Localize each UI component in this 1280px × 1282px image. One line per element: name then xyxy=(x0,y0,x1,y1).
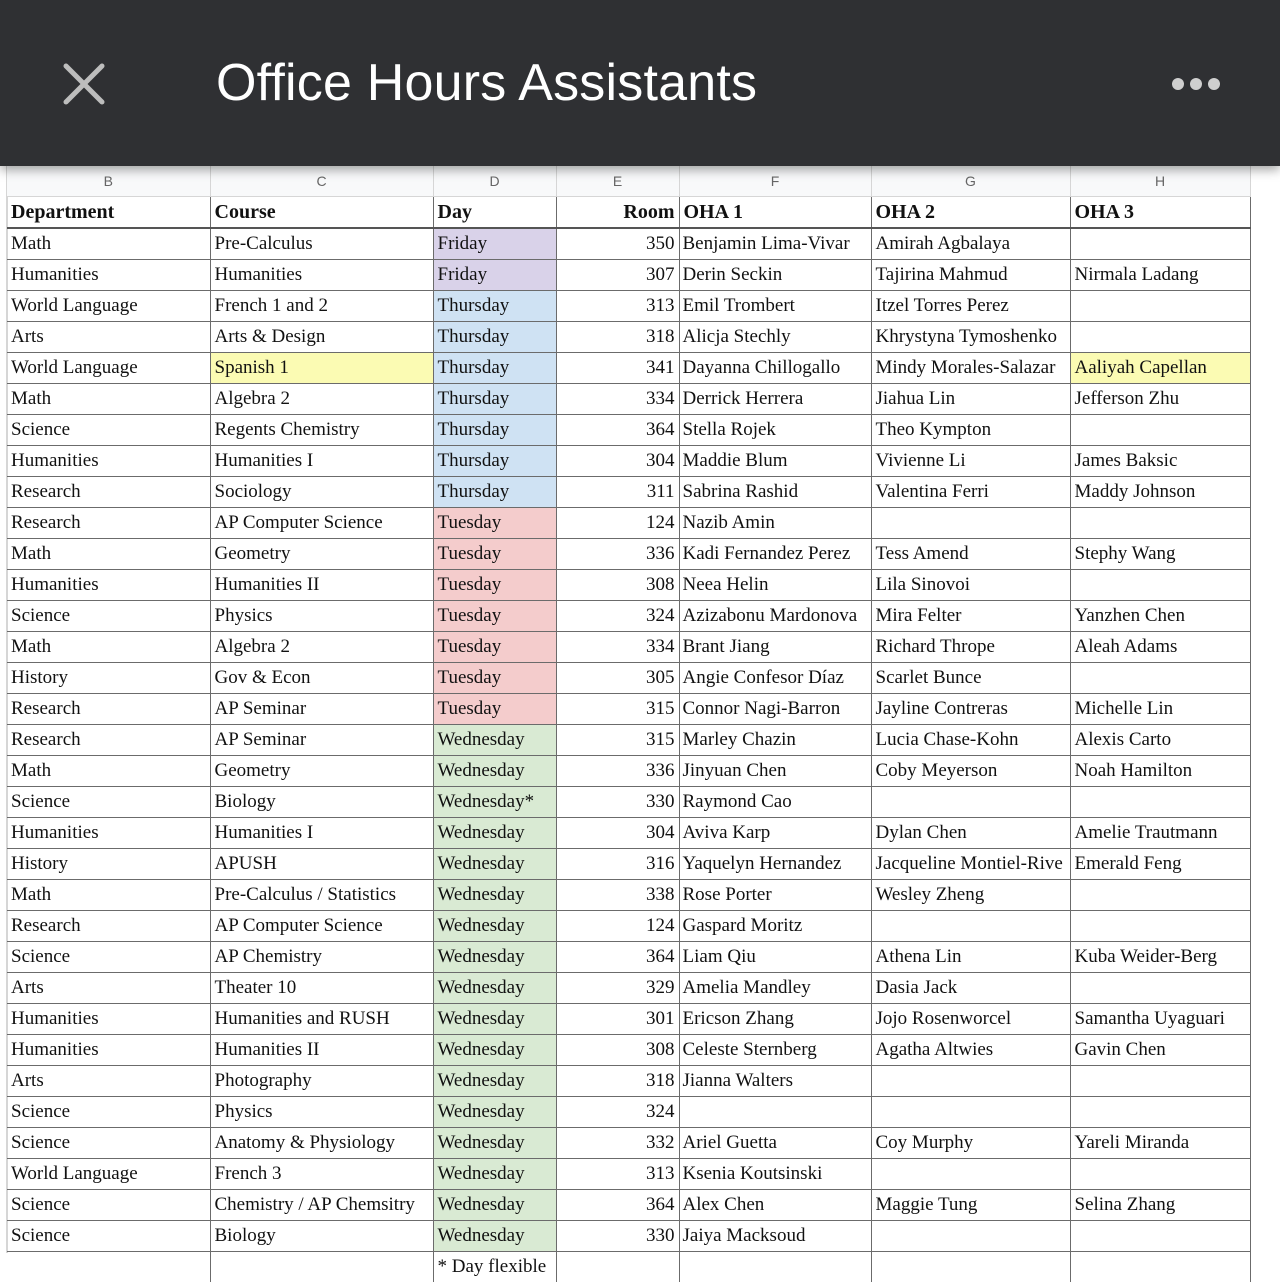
table-row xyxy=(7,1221,1250,1252)
oha2-cell[interactable] xyxy=(871,911,1070,942)
department-cell[interactable]: Math xyxy=(7,632,210,663)
day-cell[interactable]: Wednesday xyxy=(433,1097,556,1128)
department-cell[interactable]: Math xyxy=(7,539,210,570)
department-cell[interactable]: World Language xyxy=(7,1159,210,1190)
course-cell[interactable]: Photography xyxy=(210,1066,433,1097)
oha3-cell[interactable]: Gavin Chen xyxy=(1070,1035,1250,1066)
room-cell[interactable]: 124 xyxy=(556,508,679,539)
day-cell[interactable]: Thursday xyxy=(433,446,556,477)
oha3-cell[interactable]: Yareli Miranda xyxy=(1070,1128,1250,1159)
day-cell[interactable]: Tuesday xyxy=(433,508,556,539)
oha3-cell[interactable]: Kuba Weider-Berg xyxy=(1070,942,1250,973)
table-row xyxy=(7,415,1250,446)
table-row xyxy=(7,508,1250,539)
day-cell[interactable]: Wednesday xyxy=(433,942,556,973)
oha1-cell[interactable]: Aviva Karp xyxy=(679,818,871,849)
room-cell[interactable]: 301 xyxy=(556,1004,679,1035)
column-header-c[interactable]: C xyxy=(210,166,433,197)
day-cell[interactable]: Wednesday xyxy=(433,911,556,942)
oha1-cell[interactable]: Alicja Stechly xyxy=(679,322,871,353)
course-cell[interactable]: French 1 and 2 xyxy=(210,291,433,322)
oha2-cell[interactable]: Tajirina Mahmud xyxy=(871,260,1070,291)
empty-cell[interactable] xyxy=(1070,1252,1250,1282)
oha1-cell[interactable] xyxy=(679,1097,871,1128)
course-cell[interactable]: Physics xyxy=(210,1097,433,1128)
day-cell[interactable]: Thursday xyxy=(433,477,556,508)
day-cell[interactable]: Wednesday xyxy=(433,1221,556,1252)
room-cell[interactable]: 318 xyxy=(556,1066,679,1097)
oha3-cell[interactable]: Noah Hamilton xyxy=(1070,756,1250,787)
header-oha1[interactable]: OHA 1 xyxy=(679,197,871,229)
day-cell[interactable]: Wednesday xyxy=(433,818,556,849)
oha3-cell[interactable]: Amelie Trautmann xyxy=(1070,818,1250,849)
column-header-b[interactable]: B xyxy=(7,166,210,197)
department-cell[interactable]: Research xyxy=(7,911,210,942)
close-button[interactable] xyxy=(58,58,110,110)
table-row xyxy=(7,446,1250,477)
oha1-cell[interactable]: Gaspard Moritz xyxy=(679,911,871,942)
column-header-g[interactable]: G xyxy=(871,166,1070,197)
room-cell[interactable]: 313 xyxy=(556,291,679,322)
room-cell[interactable]: 316 xyxy=(556,849,679,880)
oha1-cell[interactable]: Celeste Sternberg xyxy=(679,1035,871,1066)
table-row xyxy=(7,1128,1250,1159)
room-cell[interactable]: 364 xyxy=(556,1190,679,1221)
department-cell[interactable]: History xyxy=(7,663,210,694)
course-cell[interactable]: Pre-Calculus / Statistics xyxy=(210,880,433,911)
day-cell[interactable]: Thursday xyxy=(433,322,556,353)
table-row xyxy=(7,725,1250,756)
oha2-cell[interactable]: Lucia Chase-Kohn xyxy=(871,725,1070,756)
table-row xyxy=(7,228,1250,260)
oha2-cell[interactable]: Wesley Zheng xyxy=(871,880,1070,911)
oha3-cell[interactable]: Alexis Carto xyxy=(1070,725,1250,756)
oha2-cell[interactable]: Itzel Torres Perez xyxy=(871,291,1070,322)
oha1-cell[interactable]: Ariel Guetta xyxy=(679,1128,871,1159)
day-cell[interactable]: Wednesday xyxy=(433,1066,556,1097)
oha2-cell[interactable]: Dasia Jack xyxy=(871,973,1070,1004)
room-cell[interactable]: 334 xyxy=(556,632,679,663)
course-cell[interactable]: Arts & Design xyxy=(210,322,433,353)
oha2-cell[interactable]: Lila Sinovoi xyxy=(871,570,1070,601)
department-cell[interactable]: Humanities xyxy=(7,260,210,291)
course-cell[interactable]: French 3 xyxy=(210,1159,433,1190)
empty-cell[interactable] xyxy=(7,1252,210,1282)
room-cell[interactable]: 124 xyxy=(556,911,679,942)
table-row xyxy=(7,1190,1250,1221)
day-cell[interactable]: Thursday xyxy=(433,353,556,384)
room-cell[interactable]: 304 xyxy=(556,446,679,477)
oha3-cell[interactable]: Jefferson Zhu xyxy=(1070,384,1250,415)
oha3-cell[interactable] xyxy=(1070,570,1250,601)
header-department[interactable]: Department xyxy=(7,197,210,229)
day-cell[interactable]: Tuesday xyxy=(433,632,556,663)
day-cell[interactable]: Thursday xyxy=(433,291,556,322)
footnote[interactable]: * Day flexible xyxy=(433,1252,556,1282)
course-cell[interactable]: Physics xyxy=(210,601,433,632)
course-cell[interactable]: APUSH xyxy=(210,849,433,880)
course-cell[interactable]: AP Seminar xyxy=(210,694,433,725)
day-cell[interactable]: Friday xyxy=(433,260,556,291)
oha3-cell[interactable]: Aaliyah Capellan xyxy=(1070,353,1250,384)
oha1-cell[interactable]: Azizabonu Mardonova xyxy=(679,601,871,632)
table-row xyxy=(7,260,1250,291)
oha3-cell[interactable] xyxy=(1070,322,1250,353)
department-cell[interactable]: Science xyxy=(7,415,210,446)
oha3-cell[interactable]: Samantha Uyaguari xyxy=(1070,1004,1250,1035)
oha2-cell[interactable]: Scarlet Bunce xyxy=(871,663,1070,694)
oha2-cell[interactable] xyxy=(871,1159,1070,1190)
table-row xyxy=(7,663,1250,694)
oha1-cell[interactable]: Amelia Mandley xyxy=(679,973,871,1004)
department-cell[interactable]: Humanities xyxy=(7,570,210,601)
oha2-cell[interactable]: Agatha Altwies xyxy=(871,1035,1070,1066)
oha2-cell[interactable]: Vivienne Li xyxy=(871,446,1070,477)
course-cell[interactable]: Humanities xyxy=(210,260,433,291)
course-cell[interactable]: AP Seminar xyxy=(210,725,433,756)
course-cell[interactable]: Chemistry / AP Chemsitry xyxy=(210,1190,433,1221)
room-cell[interactable]: 318 xyxy=(556,322,679,353)
oha3-cell[interactable] xyxy=(1070,1066,1250,1097)
department-cell[interactable]: Science xyxy=(7,787,210,818)
day-cell[interactable]: Wednesday xyxy=(433,1128,556,1159)
oha1-cell[interactable]: Stella Rojek xyxy=(679,415,871,446)
oha1-cell[interactable]: Jaiya Macksoud xyxy=(679,1221,871,1252)
oha3-cell[interactable] xyxy=(1070,880,1250,911)
oha3-cell[interactable]: Selina Zhang xyxy=(1070,1190,1250,1221)
course-cell[interactable]: Humanities I xyxy=(210,446,433,477)
column-header-d[interactable]: D xyxy=(433,166,556,197)
header-day[interactable]: Day xyxy=(433,197,556,229)
table-row xyxy=(7,694,1250,725)
department-cell[interactable]: Science xyxy=(7,942,210,973)
oha3-cell[interactable] xyxy=(1070,1097,1250,1128)
day-cell[interactable]: Thursday xyxy=(433,415,556,446)
oha2-cell[interactable]: Jojo Rosenworcel xyxy=(871,1004,1070,1035)
oha3-cell[interactable] xyxy=(1070,787,1250,818)
room-cell[interactable]: 338 xyxy=(556,880,679,911)
department-cell[interactable]: Math xyxy=(7,228,210,260)
oha3-cell[interactable] xyxy=(1070,508,1250,539)
oha1-cell[interactable]: Derin Seckin xyxy=(679,260,871,291)
oha2-cell[interactable]: Mindy Morales-Salazar xyxy=(871,353,1070,384)
close-icon xyxy=(58,58,110,110)
oha2-cell[interactable]: Maggie Tung xyxy=(871,1190,1070,1221)
day-cell[interactable]: Wednesday xyxy=(433,1004,556,1035)
department-cell[interactable]: Math xyxy=(7,384,210,415)
table-row xyxy=(7,787,1250,818)
day-cell[interactable]: Tuesday xyxy=(433,539,556,570)
room-cell[interactable]: 315 xyxy=(556,725,679,756)
oha3-cell[interactable]: Aleah Adams xyxy=(1070,632,1250,663)
oha1-cell[interactable]: Connor Nagi-Barron xyxy=(679,694,871,725)
department-cell[interactable]: Science xyxy=(7,1097,210,1128)
day-cell[interactable]: Wednesday xyxy=(433,1035,556,1066)
oha1-cell[interactable]: Brant Jiang xyxy=(679,632,871,663)
day-cell[interactable]: Tuesday xyxy=(433,601,556,632)
header-room[interactable]: Room xyxy=(556,197,679,229)
course-cell[interactable]: Regents Chemistry xyxy=(210,415,433,446)
room-cell[interactable]: 336 xyxy=(556,756,679,787)
room-cell[interactable]: 330 xyxy=(556,787,679,818)
course-cell[interactable]: AP Computer Science xyxy=(210,911,433,942)
oha3-cell[interactable]: James Baksic xyxy=(1070,446,1250,477)
oha1-cell[interactable]: Rose Porter xyxy=(679,880,871,911)
room-cell[interactable]: 324 xyxy=(556,601,679,632)
table-row xyxy=(7,849,1250,880)
oha2-cell[interactable] xyxy=(871,1097,1070,1128)
department-cell[interactable]: Arts xyxy=(7,973,210,1004)
oha2-cell[interactable]: Coby Meyerson xyxy=(871,756,1070,787)
department-cell[interactable]: Humanities xyxy=(7,1035,210,1066)
room-cell[interactable]: 315 xyxy=(556,694,679,725)
department-cell[interactable]: Math xyxy=(7,756,210,787)
course-cell[interactable]: Biology xyxy=(210,1221,433,1252)
course-cell[interactable]: Algebra 2 xyxy=(210,384,433,415)
oha1-cell[interactable]: Jianna Walters xyxy=(679,1066,871,1097)
oha2-cell[interactable]: Amirah Agbalaya xyxy=(871,228,1070,260)
course-cell[interactable]: Biology xyxy=(210,787,433,818)
room-cell[interactable]: 341 xyxy=(556,353,679,384)
department-cell[interactable]: World Language xyxy=(7,291,210,322)
table-row xyxy=(7,1066,1250,1097)
table-row xyxy=(7,632,1250,663)
oha1-cell[interactable]: Kadi Fernandez Perez xyxy=(679,539,871,570)
oha1-cell[interactable]: Dayanna Chillogallo xyxy=(679,353,871,384)
department-cell[interactable]: Science xyxy=(7,1190,210,1221)
table-row xyxy=(7,601,1250,632)
field-header-row xyxy=(7,197,1250,229)
table-row xyxy=(7,353,1250,384)
oha3-cell[interactable]: Michelle Lin xyxy=(1070,694,1250,725)
day-cell[interactable]: Tuesday xyxy=(433,663,556,694)
course-cell[interactable]: AP Computer Science xyxy=(210,508,433,539)
department-cell[interactable]: Research xyxy=(7,725,210,756)
oha2-cell[interactable]: Richard Thrope xyxy=(871,632,1070,663)
oha1-cell[interactable]: Ericson Zhang xyxy=(679,1004,871,1035)
table-row xyxy=(7,384,1250,415)
oha3-cell[interactable] xyxy=(1070,911,1250,942)
oha1-cell[interactable]: Angie Confesor Díaz xyxy=(679,663,871,694)
table-row xyxy=(7,756,1250,787)
room-cell[interactable]: 329 xyxy=(556,973,679,1004)
oha3-cell[interactable] xyxy=(1070,1221,1250,1252)
room-cell[interactable]: 336 xyxy=(556,539,679,570)
room-cell[interactable]: 305 xyxy=(556,663,679,694)
course-cell[interactable]: Geometry xyxy=(210,539,433,570)
table-body xyxy=(7,228,1250,1252)
course-cell[interactable]: Gov & Econ xyxy=(210,663,433,694)
oha1-cell[interactable]: Ksenia Koutsinski xyxy=(679,1159,871,1190)
oha1-cell[interactable]: Marley Chazin xyxy=(679,725,871,756)
data-table xyxy=(7,166,1251,1282)
day-cell[interactable]: Wednesday xyxy=(433,756,556,787)
empty-cell[interactable] xyxy=(556,1252,679,1282)
oha1-cell[interactable]: Derrick Herrera xyxy=(679,384,871,415)
day-cell[interactable]: Tuesday xyxy=(433,694,556,725)
oha3-cell[interactable]: Yanzhen Chen xyxy=(1070,601,1250,632)
oha2-cell[interactable]: Athena Lin xyxy=(871,942,1070,973)
table-row xyxy=(7,539,1250,570)
table-row xyxy=(7,942,1250,973)
course-cell[interactable]: AP Chemistry xyxy=(210,942,433,973)
table-row xyxy=(7,1035,1250,1066)
oha2-cell[interactable]: Jacqueline Montiel-Rive xyxy=(871,849,1070,880)
table-row xyxy=(7,477,1250,508)
oha1-cell[interactable]: Benjamin Lima-Vivar xyxy=(679,228,871,260)
oha3-cell[interactable]: Maddy Johnson xyxy=(1070,477,1250,508)
oha1-cell[interactable]: Liam Qiu xyxy=(679,942,871,973)
more-options-button[interactable] xyxy=(1168,68,1224,100)
header-oha2[interactable]: OHA 2 xyxy=(871,197,1070,229)
course-cell[interactable]: Geometry xyxy=(210,756,433,787)
course-cell[interactable]: Pre-Calculus xyxy=(210,228,433,260)
empty-cell[interactable] xyxy=(871,1252,1070,1282)
table-row xyxy=(7,880,1250,911)
page-title: Office Hours Assistants xyxy=(216,52,757,114)
oha3-cell[interactable] xyxy=(1070,291,1250,322)
oha3-cell[interactable] xyxy=(1070,973,1250,1004)
header-oha3[interactable]: OHA 3 xyxy=(1070,197,1250,229)
column-header-f[interactable]: F xyxy=(679,166,871,197)
room-cell[interactable]: 304 xyxy=(556,818,679,849)
day-cell[interactable]: Friday xyxy=(433,228,556,260)
app-bar xyxy=(0,0,1280,166)
course-cell[interactable]: Spanish 1 xyxy=(210,353,433,384)
room-cell[interactable]: 332 xyxy=(556,1128,679,1159)
room-cell[interactable]: 311 xyxy=(556,477,679,508)
department-cell[interactable]: Science xyxy=(7,1221,210,1252)
empty-cell[interactable] xyxy=(210,1252,433,1282)
course-cell[interactable]: Humanities II xyxy=(210,570,433,601)
table-row xyxy=(7,1097,1250,1128)
room-cell[interactable]: 350 xyxy=(556,228,679,260)
table-row xyxy=(7,1159,1250,1190)
day-cell[interactable]: Wednesday xyxy=(433,849,556,880)
room-cell[interactable]: 308 xyxy=(556,1035,679,1066)
oha2-cell[interactable]: Jayline Contreras xyxy=(871,694,1070,725)
department-cell[interactable]: Research xyxy=(7,477,210,508)
department-cell[interactable]: Humanities xyxy=(7,446,210,477)
oha1-cell[interactable]: Emil Trombert xyxy=(679,291,871,322)
department-cell[interactable]: Science xyxy=(7,1128,210,1159)
oha2-cell[interactable]: Jiahua Lin xyxy=(871,384,1070,415)
department-cell[interactable]: Research xyxy=(7,508,210,539)
table-row xyxy=(7,818,1250,849)
oha1-cell[interactable]: Yaquelyn Hernandez xyxy=(679,849,871,880)
department-cell[interactable]: Science xyxy=(7,601,210,632)
column-header-e[interactable]: E xyxy=(556,166,679,197)
department-cell[interactable]: Math xyxy=(7,880,210,911)
oha1-cell[interactable]: Alex Chen xyxy=(679,1190,871,1221)
room-cell[interactable]: 364 xyxy=(556,942,679,973)
room-cell[interactable]: 308 xyxy=(556,570,679,601)
footnote-row xyxy=(7,1252,1250,1282)
table-row xyxy=(7,1004,1250,1035)
oha2-cell[interactable] xyxy=(871,1066,1070,1097)
department-cell[interactable]: Humanities xyxy=(7,1004,210,1035)
spreadsheet[interactable] xyxy=(0,166,1280,1253)
day-cell[interactable]: Wednesday xyxy=(433,1190,556,1221)
course-cell[interactable]: Humanities II xyxy=(210,1035,433,1066)
table-row xyxy=(7,973,1250,1004)
oha3-cell[interactable] xyxy=(1070,415,1250,446)
oha2-cell[interactable]: Valentina Ferri xyxy=(871,477,1070,508)
department-cell[interactable]: Research xyxy=(7,694,210,725)
oha2-cell[interactable] xyxy=(871,1221,1070,1252)
department-cell[interactable]: History xyxy=(7,849,210,880)
day-cell[interactable]: Wednesday xyxy=(433,1159,556,1190)
department-cell[interactable]: World Language xyxy=(7,353,210,384)
room-cell[interactable]: 324 xyxy=(556,1097,679,1128)
oha1-cell[interactable]: Jinyuan Chen xyxy=(679,756,871,787)
oha2-cell[interactable]: Mira Felter xyxy=(871,601,1070,632)
room-cell[interactable]: 330 xyxy=(556,1221,679,1252)
course-cell[interactable]: Humanities I xyxy=(210,818,433,849)
course-cell[interactable]: Humanities and RUSH xyxy=(210,1004,433,1035)
oha1-cell[interactable]: Maddie Blum xyxy=(679,446,871,477)
day-cell[interactable]: Wednesday xyxy=(433,973,556,1004)
oha3-cell[interactable] xyxy=(1070,663,1250,694)
oha3-cell[interactable]: Emerald Feng xyxy=(1070,849,1250,880)
oha2-cell[interactable] xyxy=(871,787,1070,818)
table-row xyxy=(7,291,1250,322)
oha2-cell[interactable]: Coy Murphy xyxy=(871,1128,1070,1159)
oha1-cell[interactable]: Sabrina Rashid xyxy=(679,477,871,508)
oha2-cell[interactable]: Khrystyna Tymoshenko xyxy=(871,322,1070,353)
oha2-cell[interactable]: Dylan Chen xyxy=(871,818,1070,849)
table-row xyxy=(7,911,1250,942)
day-cell[interactable]: Wednesday xyxy=(433,880,556,911)
day-cell[interactable]: Wednesday xyxy=(433,725,556,756)
room-cell[interactable]: 313 xyxy=(556,1159,679,1190)
table-row xyxy=(7,322,1250,353)
column-header-h[interactable]: H xyxy=(1070,166,1250,197)
course-cell[interactable]: Algebra 2 xyxy=(210,632,433,663)
room-cell[interactable]: 364 xyxy=(556,415,679,446)
oha3-cell[interactable] xyxy=(1070,228,1250,260)
table-row xyxy=(7,570,1250,601)
oha2-cell[interactable]: Tess Amend xyxy=(871,539,1070,570)
day-cell[interactable]: Tuesday xyxy=(433,570,556,601)
oha1-cell[interactable]: Neea Helin xyxy=(679,570,871,601)
more-horizontal-icon xyxy=(1168,68,1224,100)
day-cell[interactable]: Wednesday* xyxy=(433,787,556,818)
course-cell[interactable]: Sociology xyxy=(210,477,433,508)
empty-cell[interactable] xyxy=(679,1252,871,1282)
room-cell[interactable]: 334 xyxy=(556,384,679,415)
course-cell[interactable]: Anatomy & Physiology xyxy=(210,1128,433,1159)
oha1-cell[interactable]: Nazib Amin xyxy=(679,508,871,539)
department-cell[interactable]: Arts xyxy=(7,322,210,353)
department-cell[interactable]: Arts xyxy=(7,1066,210,1097)
oha3-cell[interactable]: Stephy Wang xyxy=(1070,539,1250,570)
header-course[interactable]: Course xyxy=(210,197,433,229)
oha2-cell[interactable]: Theo Kympton xyxy=(871,415,1070,446)
department-cell[interactable]: Humanities xyxy=(7,818,210,849)
course-cell[interactable]: Theater 10 xyxy=(210,973,433,1004)
oha3-cell[interactable] xyxy=(1070,1159,1250,1190)
day-cell[interactable]: Thursday xyxy=(433,384,556,415)
column-header-row xyxy=(7,166,1250,197)
oha2-cell[interactable] xyxy=(871,508,1070,539)
oha1-cell[interactable]: Raymond Cao xyxy=(679,787,871,818)
oha3-cell[interactable]: Nirmala Ladang xyxy=(1070,260,1250,291)
room-cell[interactable]: 307 xyxy=(556,260,679,291)
